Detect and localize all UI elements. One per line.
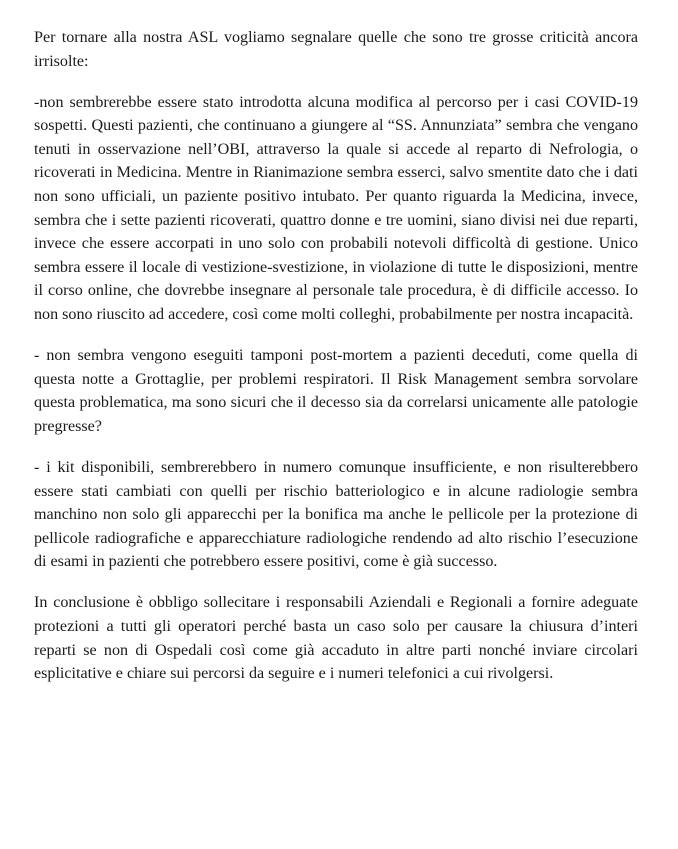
paragraph-covid-path: -non sembrerebbe essere stato introdotta alcuna modifica al percorso per i casi COVID-19 sospetti. Questi pazienti, che continuano a giungere al “SS. Annunziata” sembra che vengano tenuti in osservazione nell’OBI, attraverso la quale si accede al reparto di Nefrologia, o ricoverati in Medicina. Mentre in Rianimazione sembra esserci, salvo smentite dato che i dati non sono ufficiali, un paziente positivo intubato. Per quanto riguarda la Medicina, invece, sembra che i sette pazienti ricoverati, quattro donne e tre uomini, siano divisi nei due reparti, invece che essere accorpati in uno solo con probabili notevoli difficoltà di gestione. Unico sembra essere il locale di vestizione-svestizione, in violazione di tutte le disposizioni, mentre il corso online, che dovrebbe insegnare al personale tale procedura, è di difficile accesso. Io non sono riuscito ad accedere, così come molti colleghi, probabilmente per nostra incapacità.	[34, 93, 638, 324]
paragraph-swabs: - non sembra vengono eseguiti tamponi post-mortem a pazienti deceduti, come quella di questa notte a Grottaglie, per problemi respiratori. Il Risk Management sembra sorvolare questa problematica, ma sono sicuri che il decesso sia da correlarsi unicamente alle patologie pregresse?	[34, 347, 638, 435]
paragraph-kits: - i kit disponibili, sembrerebbero in numero comunque insufficiente, e non risulterebbero essere stati cambiati con quelli per rischio batteriologico e in alcune radiologie sembra manchino non solo gli apparecchi per la bonifica ma anche le pellicole per la protezione di pellicole radiografiche e apparecchiature radiologiche rendendo ad alto rischio l’esecuzione di esami in pazienti che potrebbero essere positivi, come è già successo.	[34, 459, 638, 571]
paragraph-intro: Per tornare alla nostra ASL vogliamo segnalare quelle che sono tre grosse criticità ancora irrisolte:	[34, 29, 638, 70]
paragraph-conclusion: In conclusione è obbligo sollecitare i responsabili Aziendali e Regionali a fornire adeguate protezioni a tutti gli operatori perché basta un caso solo per causare la chiusura d’interi reparti se non di Ospedali così come già accaduto in altre parti nonché inviare circolari esplicitative e chiare sui percorsi da seguire e i numeri telefonici a cui rivolgersi.	[34, 594, 638, 683]
document-body	[34, 26, 638, 703]
